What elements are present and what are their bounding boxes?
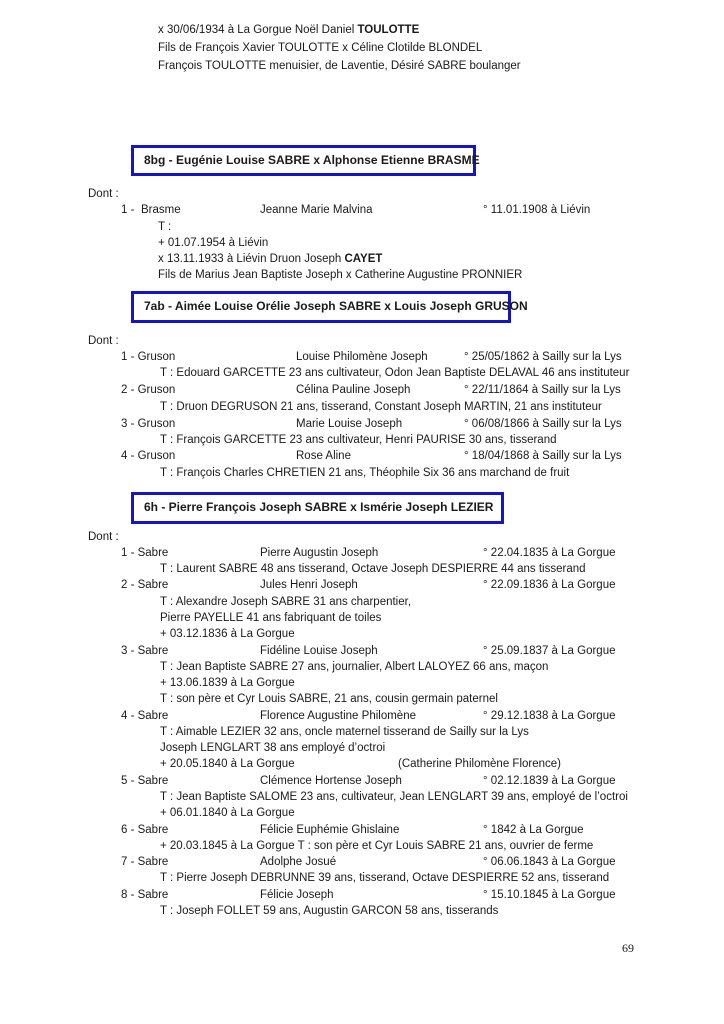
child-number: 6 - Sabre — [121, 824, 169, 836]
child-note: T : Aimable LEZIER 32 ans, oncle maternel tisserand de Sailly sur la Lys — [160, 726, 529, 738]
child-marriage — [158, 252, 382, 266]
child-number: 1 - — [121, 204, 135, 216]
child-given-names: Célina Pauline Joseph — [296, 384, 411, 396]
child-number: 4 - Gruson — [121, 450, 176, 462]
child-birth: ° 22/11/1864 à Sailly sur la Lys — [464, 384, 621, 396]
child-given-names: Marie Louise Joseph — [296, 418, 403, 430]
dont-label: Dont : — [88, 188, 119, 200]
child-number: 2 - Gruson — [121, 384, 176, 396]
dont-label: Dont : — [88, 531, 119, 543]
intro-parents: Fils de François Xavier TOULOTTE x Céline Clotilde BLONDEL — [158, 42, 483, 54]
child-number: 7 - Sabre — [121, 856, 169, 868]
dont-label: Dont : — [88, 335, 119, 347]
child-surname: Brasme — [141, 204, 181, 216]
child-note: T : Alexandre Joseph SABRE 31 ans charpentier, — [160, 596, 412, 608]
child-birth: ° 06/08/1866 à Sailly sur la Lys — [464, 418, 622, 430]
child-birth: ° 22.09.1836 à La Gorgue — [483, 579, 616, 591]
child-witness-label: T : — [158, 221, 172, 233]
child-birth: ° 15.10.1845 à La Gorgue — [483, 889, 616, 901]
child-witnesses: T : Edouard GARCETTE 23 ans cultivateur, Odon Jean Baptiste DELAVAL 46 ans instituteur — [160, 367, 630, 379]
child-note: Joseph LENGLART 38 ans employé d’octroi — [160, 742, 386, 754]
child-witnesses: T : Druon DEGRUSON 21 ans, tisserand, Constant Joseph MARTIN, 21 ans instituteur — [160, 401, 602, 413]
child-marriage-surname: CAYET — [344, 253, 383, 265]
section-title-6h: 6h - Pierre François Joseph SABRE x Ismérie Joseph LEZIER — [131, 492, 504, 524]
child-number: 1 - Gruson — [121, 351, 176, 363]
intro-marriage-text: x 30/06/1934 à La Gorgue Noël Daniel — [158, 24, 358, 36]
child-birth: ° 29.12.1838 à La Gorgue — [483, 710, 616, 722]
child-note: T : Joseph FOLLET 59 ans, Augustin GARCON 58 ans, tisserands — [160, 905, 499, 917]
child-given-names: Fidéline Louise Joseph — [260, 645, 378, 657]
child-note: T : Laurent SABRE 48 ans tisserand, Octave Joseph DESPIERRE 44 ans tisserand — [160, 563, 586, 575]
child-number: 3 - Sabre — [121, 645, 169, 657]
child-note: T : Jean Baptiste SALOME 23 ans, cultivateur, Jean LENGLART 39 ans, employé de l’octroi — [160, 791, 628, 803]
child-birth: ° 02.12.1839 à La Gorgue — [483, 775, 616, 787]
child-witnesses: T : François Charles CHRETIEN 21 ans, Théophile Six 36 ans marchand de fruit — [160, 467, 570, 479]
child-number: 8 - Sabre — [121, 889, 169, 901]
child-note: + 06.01.1840 à La Gorgue — [160, 807, 295, 819]
child-given-names: Jeanne Marie Malvina — [260, 204, 373, 216]
section-title-7ab: 7ab - Aimée Louise Orélie Joseph SABRE x Louis Joseph GRUSON — [131, 291, 511, 323]
child-birth: ° 22.04.1835 à La Gorgue — [483, 547, 616, 559]
child-birth: ° 11.01.1908 à Liévin — [483, 204, 591, 216]
child-number: 1 - Sabre — [121, 547, 169, 559]
child-note: Pierre PAYELLE 41 ans fabriquant de toiles — [160, 612, 382, 624]
child-note-alias: (Catherine Philomène Florence) — [398, 758, 561, 770]
child-given-names: Jules Henri Joseph — [260, 579, 358, 591]
child-note: T : Pierre Joseph DEBRUNNE 39 ans, tisserand, Octave DESPIERRE 52 ans, tisserand — [160, 872, 610, 884]
intro-witnesses: François TOULOTTE menuisier, de Laventie, Désiré SABRE boulanger — [158, 60, 521, 72]
child-given-names: Florence Augustine Philomène — [260, 710, 416, 722]
child-birth: ° 25/05/1862 à Sailly sur la Lys — [464, 351, 622, 363]
child-given-names: Félicie Joseph — [260, 889, 334, 901]
child-number: 2 - Sabre — [121, 579, 169, 591]
child-note: + 20.03.1845 à La Gorgue T : son père et Cyr Louis SABRE 21 ans, ouvrier de ferme — [160, 840, 594, 852]
child-number: 3 - Gruson — [121, 418, 176, 430]
child-birth: ° 18/04/1868 à Sailly sur la Lys — [464, 450, 622, 462]
child-birth: ° 1842 à La Gorgue — [483, 824, 584, 836]
child-note: + 13.06.1839 à La Gorgue — [160, 677, 295, 689]
child-birth: ° 25.09.1837 à La Gorgue — [483, 645, 616, 657]
child-birth: ° 06.06.1843 à La Gorgue — [483, 856, 616, 868]
child-note: T : Jean Baptiste SABRE 27 ans, journalier, Albert LALOYEZ 66 ans, maçon — [160, 661, 549, 673]
child-death: + 01.07.1954 à Liévin — [158, 237, 269, 249]
intro-marriage — [158, 23, 419, 37]
child-given-names: Louise Philomène Joseph — [296, 351, 428, 363]
child-given-names: Rose Aline — [296, 450, 351, 462]
child-given-names: Clémence Hortense Joseph — [260, 775, 402, 787]
page-number: 69 — [622, 941, 634, 955]
child-given-names: Adolphe Josué — [260, 856, 337, 868]
child-note: T : son père et Cyr Louis SABRE, 21 ans, cousin germain paternel — [160, 693, 498, 705]
child-number: 5 - Sabre — [121, 775, 169, 787]
child-marriage-text: x 13.11.1933 à Liévin Druon Joseph — [158, 253, 345, 265]
child-given-names: Félicie Euphémie Ghislaine — [260, 824, 400, 836]
child-given-names: Pierre Augustin Joseph — [260, 547, 379, 559]
section-title-8bg: 8bg - Eugénie Louise SABRE x Alphonse Etienne BRASME — [131, 145, 476, 176]
child-spouse-parents: Fils de Marius Jean Baptiste Joseph x Catherine Augustine PRONNIER — [158, 269, 523, 281]
child-number: 4 - Sabre — [121, 710, 169, 722]
child-note: + 20.05.1840 à La Gorgue — [160, 758, 295, 770]
intro-marriage-surname: TOULOTTE — [357, 24, 420, 36]
child-witnesses: T : François GARCETTE 23 ans cultivateur, Henri PAURISE 30 ans, tisserand — [160, 434, 557, 446]
child-note: + 03.12.1836 à La Gorgue — [160, 628, 295, 640]
